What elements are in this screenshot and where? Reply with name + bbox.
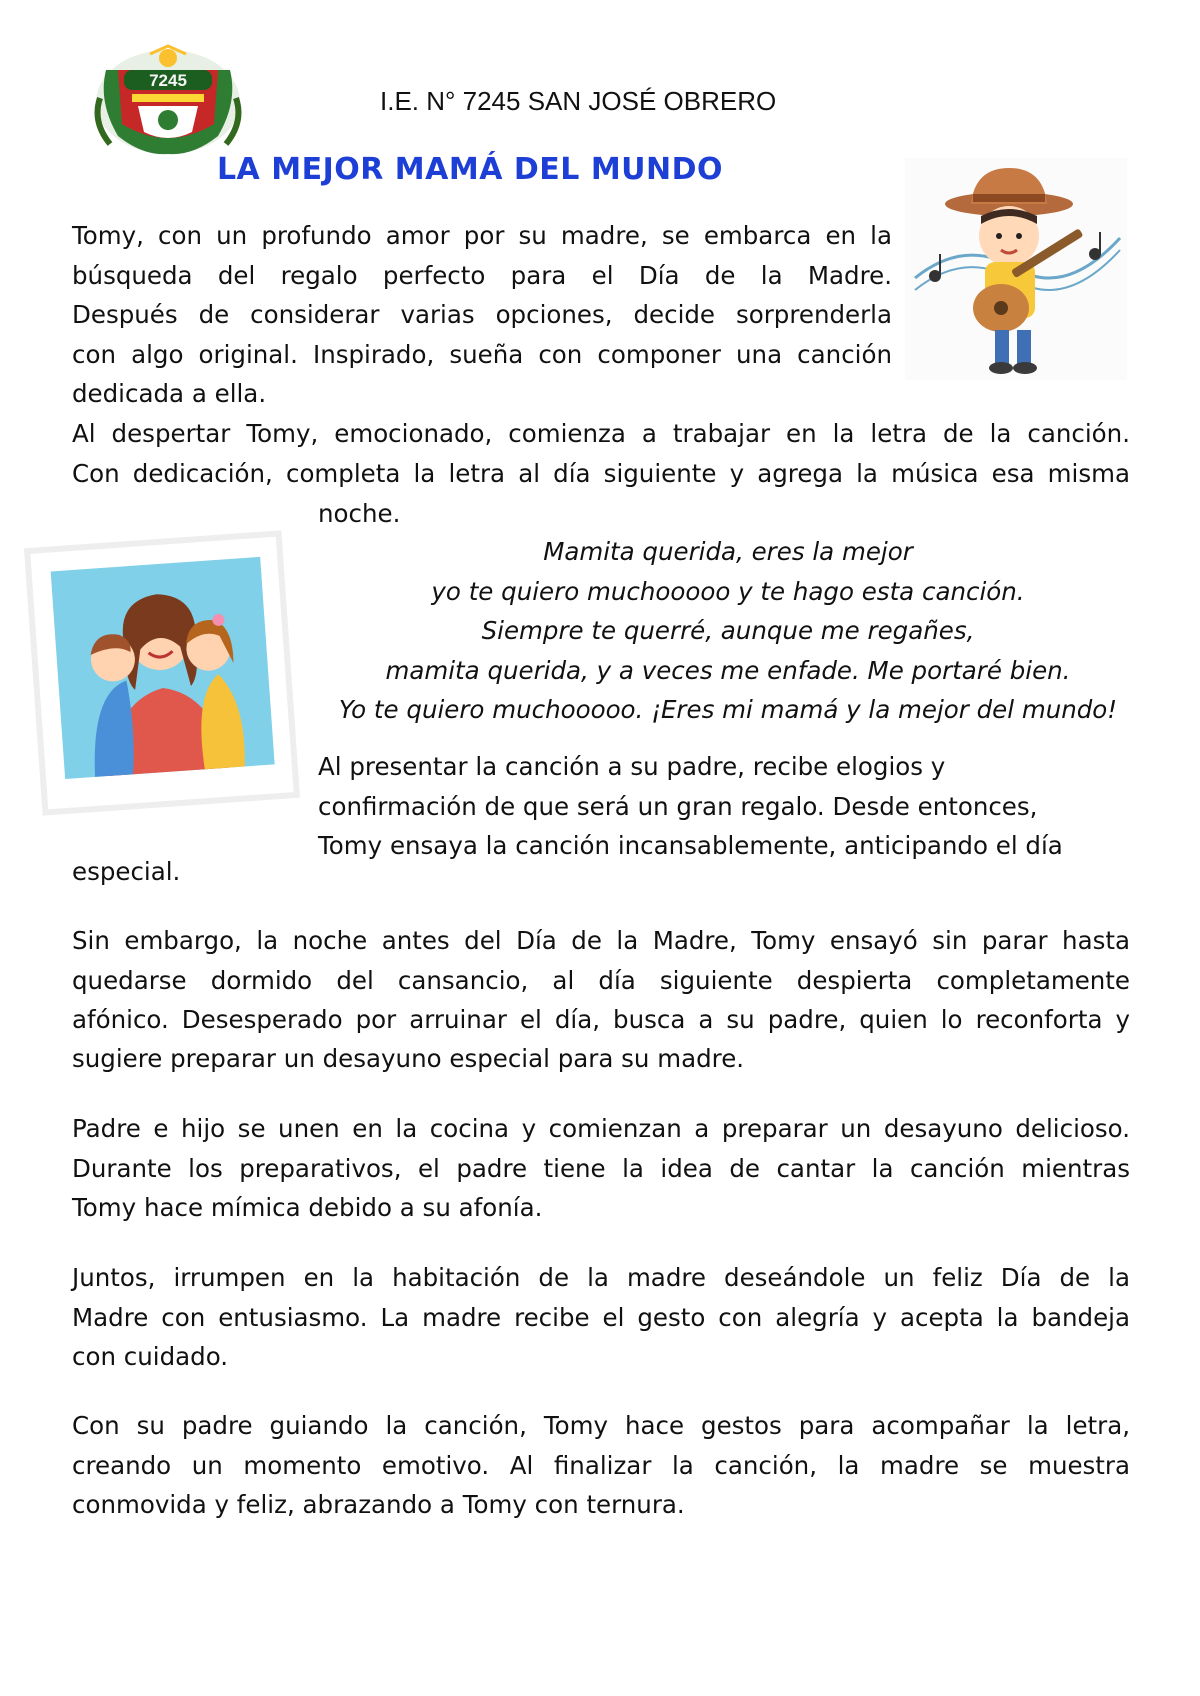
text-line: Después de considerar varias opciones, decide sorprenderla	[72, 300, 892, 329]
paragraph-aphonia-last-line: sugiere preparar un desayuno especial para su madre.	[72, 1044, 745, 1073]
text-line: Juntos, irrumpen en la habitación de la madre deseándole un feliz Día de la	[72, 1263, 1130, 1292]
lyric-line: Siempre te querré, aunque me regañes,	[481, 616, 975, 645]
mother-hugging-children-illustration	[22, 528, 302, 818]
text-line: Al despertar Tomy, emocionado, comienza a trabajar en la letra de la canción.	[72, 419, 1130, 448]
text-line: confirmación de que será un gran regalo. Desde entonces,	[318, 791, 1038, 821]
paragraph-song-writing	[72, 414, 1130, 493]
paragraph-father-approval-end: especial.	[72, 857, 181, 886]
school-name: I.E. N° 7245 SAN JOSÉ OBRERO	[380, 86, 777, 116]
text-line: con algo original. Inspirado, sueña con componer una canción	[72, 339, 892, 369]
text-line: Tomy, con un profundo amor por su madre, se embarca en la	[72, 221, 892, 250]
crest-number: 7245	[149, 71, 187, 90]
paragraph-aphonia	[72, 921, 1130, 1040]
lyric-line: Yo te quiero muchooooo. ¡Eres mi mamá y la mejor del mundo!	[338, 695, 1118, 724]
paragraph-father-approval	[318, 747, 1138, 866]
text-line: afónico. Desesperado por arruinar el día, busca a su padre, quien lo reconforta y	[72, 1005, 1130, 1034]
boy-guitar-illustration	[905, 158, 1127, 380]
text-line: Con dedicación, completa la letra al día siguiente y agrega la música esa misma	[72, 458, 1130, 488]
lyric-line: yo te quiero muchooooo y te hago esta canción.	[431, 576, 1025, 606]
text-line: Tomy ensaya la canción incansablemente, anticipando el día	[318, 831, 1063, 860]
text-line: quedarse dormido del cansancio, al día siguiente despierta completamente	[72, 965, 1130, 995]
school-crest-icon	[88, 40, 248, 160]
story-title: LA MEJOR MAMÁ DEL MUNDO	[216, 152, 724, 187]
paragraph-breakfast	[72, 1109, 1130, 1188]
text-line: búsqueda del regalo perfecto para el Día de la Madre.	[72, 260, 892, 290]
text-line: Madre con entusiasmo. La madre recibe el gesto con alegría y acepta la bandeja	[72, 1302, 1130, 1332]
paragraph-surprise	[72, 1258, 1130, 1337]
lyric-line: mamita querida, y a veces me enfade. Me portaré bien.	[385, 655, 1071, 685]
paragraph-song-writing-end: noche.	[318, 499, 401, 528]
paragraph-breakfast-last-line: Tomy hace mímica debido a su afonía.	[72, 1193, 543, 1222]
paragraph-intro-last-line: dedicada a ella.	[72, 379, 267, 408]
text-line: Durante los preparativos, el padre tiene la idea de cantar la canción mientras	[72, 1153, 1130, 1183]
text-line: Con su padre guiando la canción, Tomy hace gestos para acompañar la letra,	[72, 1411, 1130, 1440]
text-line: creando un momento emotivo. Al finalizar la canción, la madre se muestra	[72, 1450, 1130, 1480]
paragraph-ending-last-line: conmovida y feliz, abrazando a Tomy con ternura.	[72, 1490, 685, 1519]
lyric-line: Mamita querida, eres la mejor	[543, 537, 913, 566]
text-line: Padre e hijo se unen en la cocina y comienzan a preparar un desayuno delicioso.	[72, 1114, 1130, 1143]
paragraph-intro	[72, 216, 892, 374]
text-line: Al presentar la canción a su padre, recibe elogios y	[318, 752, 946, 781]
song-lyrics	[318, 532, 1138, 730]
text-line: Sin embargo, la noche antes del Día de la Madre, Tomy ensayó sin parar hasta	[72, 926, 1130, 955]
paragraph-surprise-last-line: con cuidado.	[72, 1342, 229, 1371]
paragraph-ending	[72, 1406, 1130, 1485]
